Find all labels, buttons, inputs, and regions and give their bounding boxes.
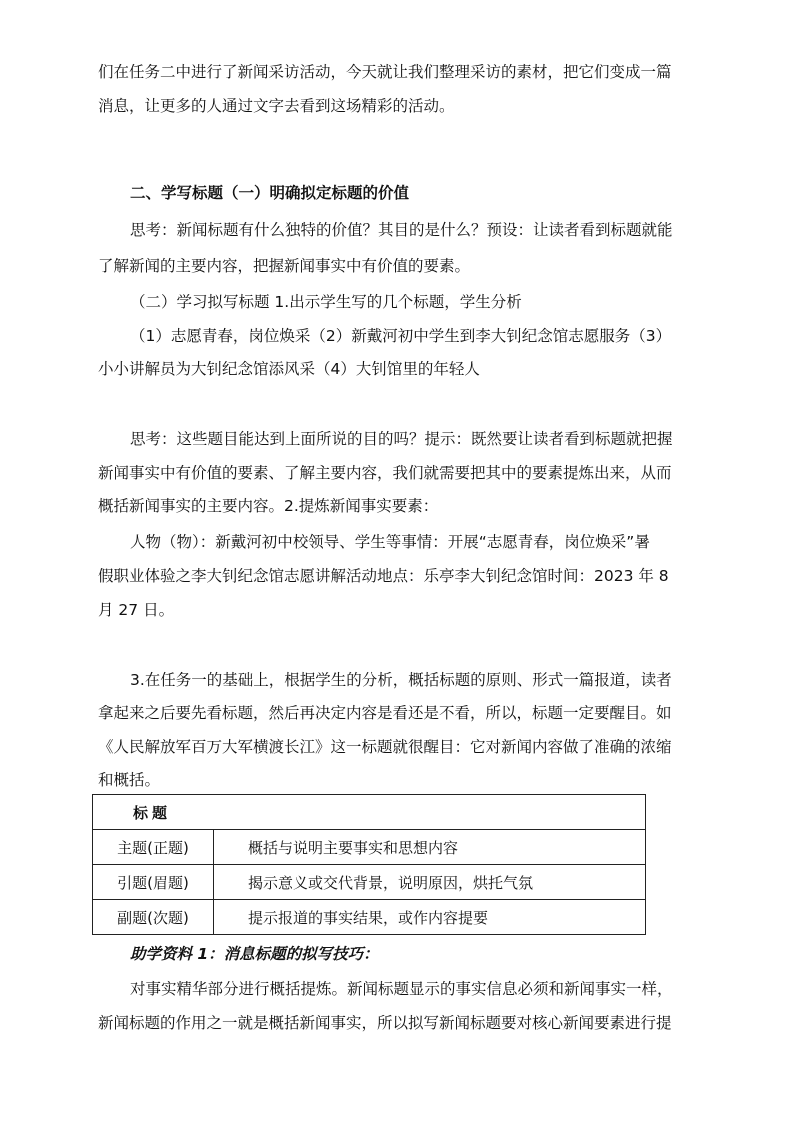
p3-line-4: 和概括。 — [98, 771, 161, 789]
sub-heading-2: （二）学习拟写标题 1.出示学生写的几个标题，学生分析 — [130, 293, 522, 311]
table-cell-desc: 揭示意义或交代背景，说明原因，烘托气氛 — [214, 865, 646, 900]
table-cell-name: 主题(正题) — [93, 830, 214, 865]
table-cell-desc: 概括与说明主要事实和思想内容 — [214, 830, 646, 865]
help-line-2: 新闻标题的作用之一就是概括新闻事实，所以拟写新闻标题要对核心新闻要素进行提 — [98, 1014, 672, 1032]
table-header-row — [93, 795, 646, 830]
elements-line-3: 月 27 日。 — [98, 601, 175, 619]
table-header: 标题 — [93, 795, 646, 830]
help-material-title: 助学资料 1：消息标题的拟写技巧： — [130, 945, 379, 963]
titles-line-2: 小小讲解员为大钊纪念馆添风采（4）大钊馆里的年轻人 — [98, 360, 480, 378]
p3-line-2: 拿起来之后要先看标题，然后再决定内容是看还是不看，所以，标题一定要醒目。如 — [98, 704, 672, 722]
headline-types-table — [92, 794, 646, 935]
titles-line-1: （1）志愿青春，岗位焕采（2）新戴河初中学生到李大钊纪念馆志愿服务（3） — [130, 327, 672, 345]
p3-line-1: 3.在任务一的基础上，根据学生的分析，概括标题的原则、形式一篇报道，读者 — [130, 671, 672, 689]
table-row — [93, 900, 646, 935]
table-cell-desc: 提示报道的事实结果，或作内容提要 — [214, 900, 646, 935]
elements-line-2: 假职业体验之李大钊纪念馆志愿讲解活动地点：乐亭李大钊纪念馆时间：2023 年 8 — [98, 567, 669, 585]
table-row — [93, 865, 646, 900]
table-row — [93, 830, 646, 865]
help-line-1: 对事实精华部分进行概括提炼。新闻标题显示的事实信息必须和新闻事实一样， — [130, 980, 673, 998]
section-heading-2: 二、学写标题（一）明确拟定标题的价值 — [130, 184, 410, 202]
think1-line-1: 思考：新闻标题有什么独特的价值？其目的是什么？预设：让读者看到标题就能 — [130, 221, 673, 239]
think2-line-3: 概括新闻事实的主要内容。2.提炼新闻事实要素： — [98, 497, 439, 515]
table-cell-name: 引题(眉题) — [93, 865, 214, 900]
think2-line-1: 思考：这些题目能达到上面所说的目的吗？提示：既然要让读者看到标题就把握 — [130, 430, 673, 448]
elements-line-1: 人物（物）：新戴河初中校领导、学生等事情：开展“志愿青春，岗位焕采”暑 — [130, 533, 650, 551]
think1-line-2: 了解新闻的主要内容，把握新闻事实中有价值的要素。 — [98, 257, 471, 275]
p3-line-3: 《人民解放军百万大军横渡长江》这一标题就很醒目：它对新闻内容做了准确的浓缩 — [98, 738, 672, 756]
table-cell-name: 副题(次题) — [93, 900, 214, 935]
think2-line-2: 新闻事实中有价值的要素、了解主要内容，我们就需要把其中的要素提炼出来，从而 — [98, 464, 672, 482]
intro-line-2: 消息，让更多的人通过文字去看到这场精彩的活动。 — [98, 97, 455, 115]
intro-line-1: 们在任务二中进行了新闻采访活动，今天就让我们整理采访的素材，把它们变成一篇 — [98, 63, 672, 81]
